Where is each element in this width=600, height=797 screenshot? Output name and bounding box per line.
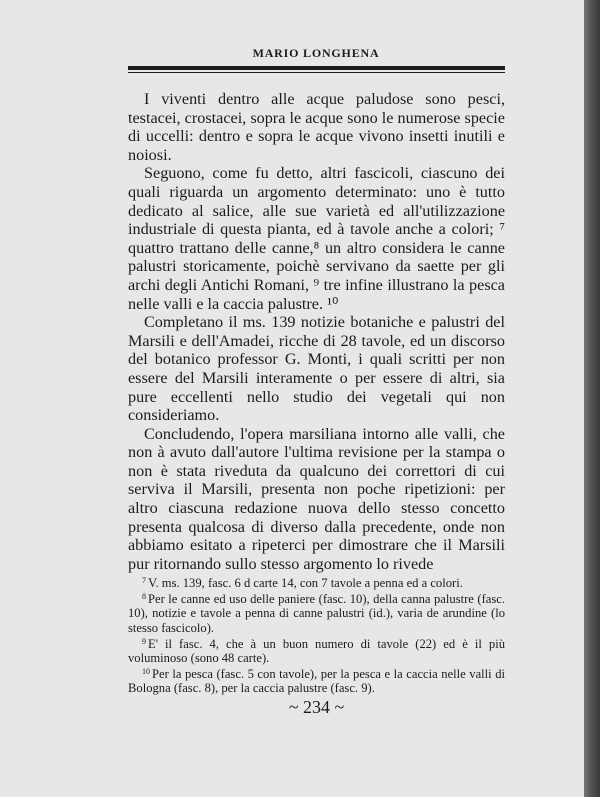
footnote [128,635,505,665]
footnote [128,590,505,635]
page-edge-shadow [584,0,600,797]
running-header: MARIO LONGHENA [252,46,380,60]
footnote-mark: 9 [142,636,146,646]
footnote-mark: 7 [142,576,146,585]
header-rule-thin [128,72,505,73]
footnote-mark: 8 [142,592,146,602]
paragraph: Seguono, come fu detto, altri fascicoli, ciascuno dei quali riguarda un argomento determinato: uno è tutto dedicato al salice, alle sue varietà ed all'utilizzazione industriale di questa pianta, ed à tavole anche a colori; ⁷ quattro trattano delle canne,⁸ un altro considera le canne palustri storicamente, poichè servivano da saette per gli archi degli Antichi Romani, ⁹ tre infine illustrano la pesca nelle valli e la caccia palustre. ¹⁰ [128,164,505,313]
paragraph: I viventi dentro alle acque paludose sono pesci, testacei, crostacei, sopra le acque sono le numerose specie di uccelli: dentro e sopra le acque vivono insetti inutili e noiosi. [128,90,505,164]
footnote-text: Per le canne ed uso delle paniere (fasc. 10), della canna palustre (fasc. 10), notizie e tavole a penna di canne palustri (id.), varia de arundine (lo stesso fascicolo). [128,592,505,635]
footnotes [128,574,505,696]
header-rule-thick [128,66,505,70]
page-number: ~ 234 ~ [288,697,345,717]
footnote-text: V. ms. 139, fasc. 6 d carte 14, con 7 tavole a penna ed a colori. [148,576,463,590]
footnote-text: E' il fasc. 4, che à un buon numero di tavole (22) ed è il più voluminoso (sono 48 carte). [128,636,505,666]
footnote [128,665,505,695]
footnote-mark: 10 [142,667,150,677]
body-text [128,90,505,573]
paragraph: Concludendo, l'opera marsiliana intorno alle valli, che non à avuto dall'autore l'ultima revisione per la stampa o non è stata riveduta da qualcuno dei correttori di cui serviva il Marsili, presenta non poche ripetizioni: per altro ciascuna redazione nuova dello stesso concetto presenta qualcosa di diverso dalla precedente, onde non abbiamo esitato a ripeterci per dimostrare che il Marsili pur ritornando sullo stesso argomento lo rivede [128,424,505,573]
footnote [128,574,505,590]
paragraph: Completano il ms. 139 notizie botaniche e palustri del Marsili e dell'Amadei, ricche di 28 tavole, ed un discorso del botanico professor G. Monti, i quali scritti per non essere del Marsili interamente o per essere di altri, sia pure eccellenti nello studio dei vegetali qui non consideriamo. [128,313,505,425]
footnote-text: Per la pesca (fasc. 5 con tavole), per la pesca e la caccia nelle valli di Bologna (fasc. 8), per la caccia palustre (fasc. 9). [128,667,505,696]
